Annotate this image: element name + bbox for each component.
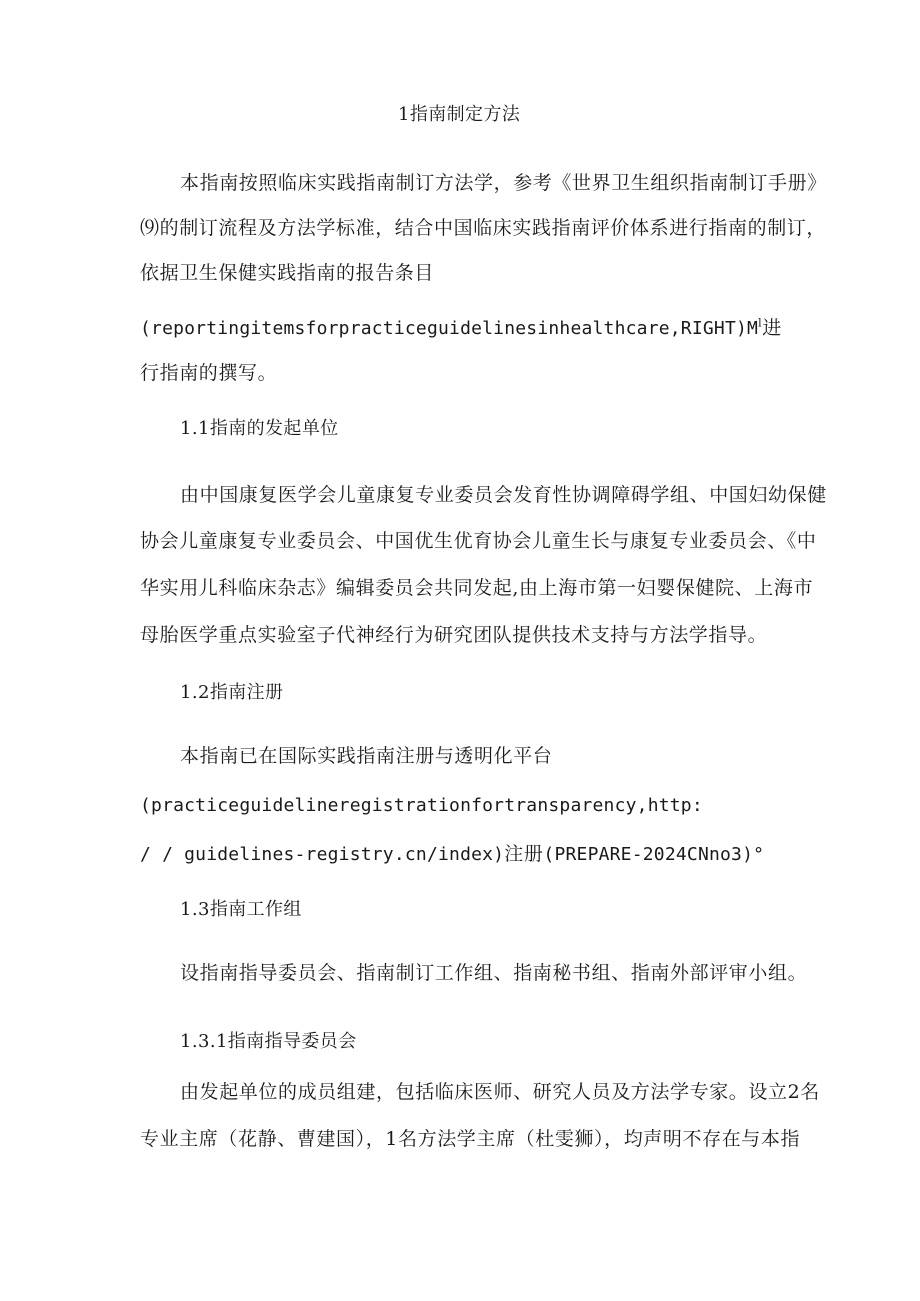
paragraph-text: 进 [762, 317, 782, 339]
paragraph-line [140, 842, 764, 867]
paragraph-text: 注册 [504, 843, 544, 865]
paragraph-line: 行指南的撰写。 [140, 362, 278, 384]
paragraph-line: 协会儿童康复专业委员会、中国优生优育协会儿童生长与康复专业委员会、《中 [140, 530, 817, 552]
paragraph-line: 专业主席（花静、曹建国），1名方法学主席（杜雯狮），均声明不存在与本指 [140, 1128, 801, 1150]
registration-number: (PREPARE-2024CNno3)° [543, 844, 765, 865]
paragraph-line: 母胎医学重点实验室子代神经行为研究团队提供技术支持与方法学指导。 [140, 624, 768, 646]
paragraph-line: 由中国康复医学会儿童康复专业委员会发育性协调障碍学组、中国妇幼保健 [180, 484, 827, 506]
paragraph-line [140, 316, 782, 341]
section-heading: 1指南制定方法 [398, 104, 521, 125]
section-heading: 1.3.1指南指导委员会 [180, 1031, 357, 1052]
paragraph-line: 本指南按照临床实践指南制订方法学，参考《世界卫生组织指南制订手册》 [180, 172, 827, 194]
section-heading: 1.3指南工作组 [180, 899, 302, 920]
paragraph-line: 本指南已在国际实践指南注册与透明化平台 [180, 745, 553, 767]
paragraph-line: 由发起单位的成员组建，包括临床医师、研究人员及方法学专家。设立2名 [180, 1081, 820, 1103]
section-heading: 1.1指南的发起单位 [180, 418, 339, 439]
paragraph-line: 依据卫生保健实践指南的报告条目 [140, 262, 435, 284]
paragraph-line: ⑼的制订流程及方法学标准，结合中国临床实践指南评价体系进行指南的制订， [140, 217, 827, 239]
section-heading: 1.2指南注册 [180, 682, 284, 703]
registry-url: / / guidelines-registry.cn/index) [140, 844, 505, 865]
citation-superscript: l [758, 316, 763, 330]
reference-text: (reportingitemsforpracticeguidelinesinhealthcare,RIGHT)M [140, 318, 759, 339]
paragraph-line: (practiceguidelineregistrationfortransparency,http: [140, 795, 703, 816]
paragraph-line: 华实用儿科临床杂志》编辑委员会共同发起,由上海市第一妇婴保健院、上海市 [140, 577, 814, 599]
paragraph-line: 设指南指导委员会、指南制订工作组、指南秘书组、指南外部评审小组。 [180, 962, 808, 984]
